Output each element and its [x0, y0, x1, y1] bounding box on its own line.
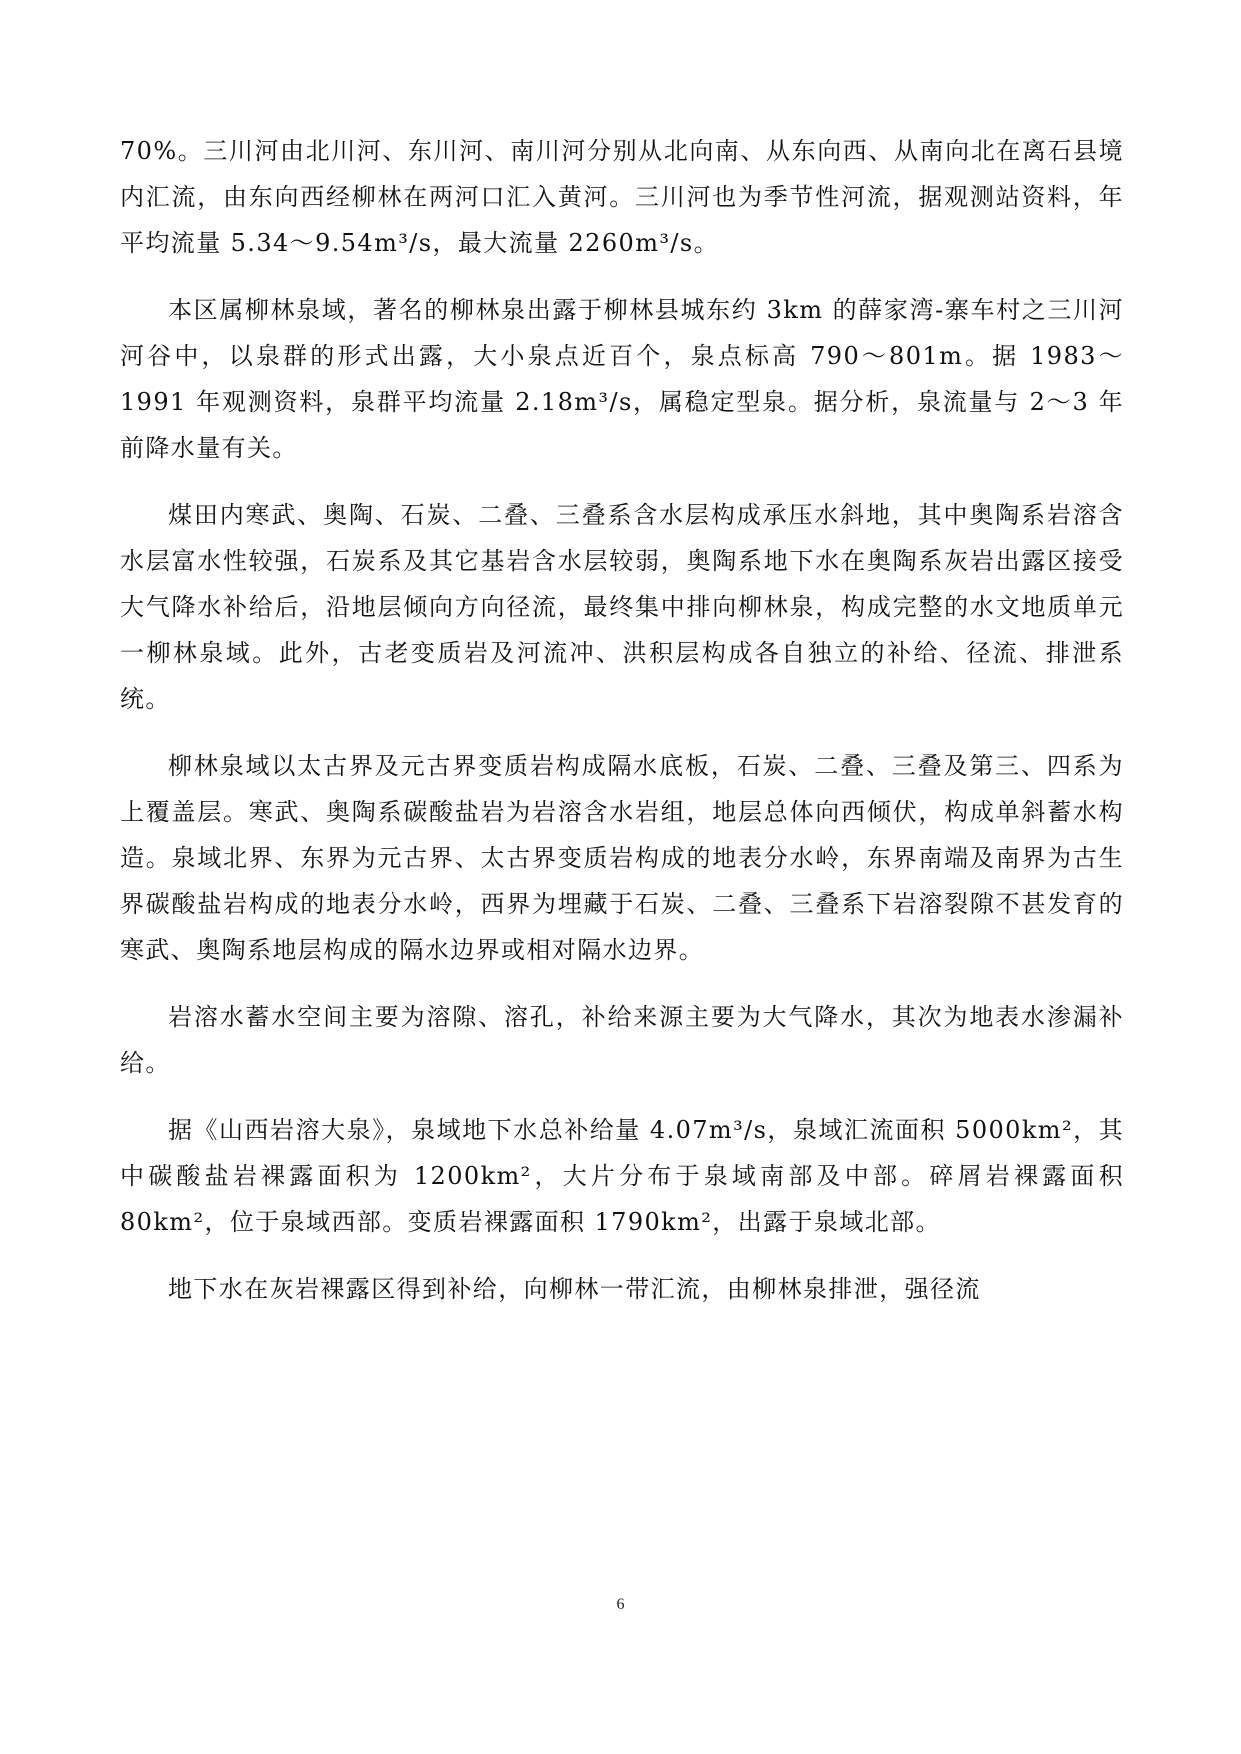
paragraph-recharge-area: 据《山西岩溶大泉》，泉域地下水总补给量 4.07m³/s，泉域汇流面积 5000km²，其中碳酸盐岩裸露面积为 1200km²，大片分布于泉域南部及中部。碎屑岩裸露面积 80km²，位于泉域西部。变质岩裸露面积 1790km²，出露于泉域北部。 — [120, 1116, 1124, 1236]
paragraph-liulin-spring: 本区属柳林泉域，著名的柳林泉出露于柳林县城东约 3km 的薛家湾-寨车村之三川河河谷中，以泉群的形式出露，大小泉点近百个，泉点标高 790～801m。据 1983～1991 年观测资料，泉群平均流量 2.18m³/s，属稳定型泉。据分析，泉流量与 2～3 年前降水量有关。 — [120, 296, 1124, 462]
paragraph-karst-storage: 岩溶水蓄水空间主要为溶隙、溶孔，补给来源主要为大气降水，其次为地表水渗漏补给。 — [120, 1003, 1124, 1077]
paragraph-river-flow: 70%。三川河由北川河、东川河、南川河分别从北向南、从东向西、从南向北在离石县境内汇流，由东向西经柳林在两河口汇入黄河。三川河也为季节性河流，据观测站资料，年平均流量 5.34～9.54m³/s，最大流量 2260m³/s。 — [120, 137, 1124, 257]
paragraph-aquifer-system: 煤田内寒武、奥陶、石炭、二叠、三叠系含水层构成承压水斜地，其中奥陶系岩溶含水层富水性较强，石炭系及其它基岩含水层较弱，奥陶系地下水在奥陶系灰岩出露区接受大气降水补给后，沿地层倾向方向径流，最终集中排向柳林泉，构成完整的水文地质单元一柳林泉域。此外，古老变质岩及河流冲、洪积层构成各自独立的补给、径流、排泄系统。 — [120, 501, 1124, 713]
body-text — [120, 128, 1124, 1333]
page-number: 6 — [616, 1596, 625, 1613]
paragraph-spring-boundary: 柳林泉域以太古界及元古界变质岩构成隔水底板，石炭、二叠、三叠及第三、四系为上覆盖层。寒武、奥陶系碳酸盐岩为岩溶含水岩组，地层总体向西倾伏，构成单斜蓄水构造。泉域北界、东界为元古界、太古界变质岩构成的地表分水岭，东界南端及南界为古生界碳酸盐岩构成的地表分水岭，西界为埋藏于石炭、二叠、三叠系下岩溶裂隙不甚发育的寒武、奥陶系地层构成的隔水边界或相对隔水边界。 — [120, 752, 1124, 964]
paragraph-groundwater-flow: 地下水在灰岩裸露区得到补给，向柳林一带汇流，由柳林泉排泄，强径流 — [168, 1275, 981, 1303]
